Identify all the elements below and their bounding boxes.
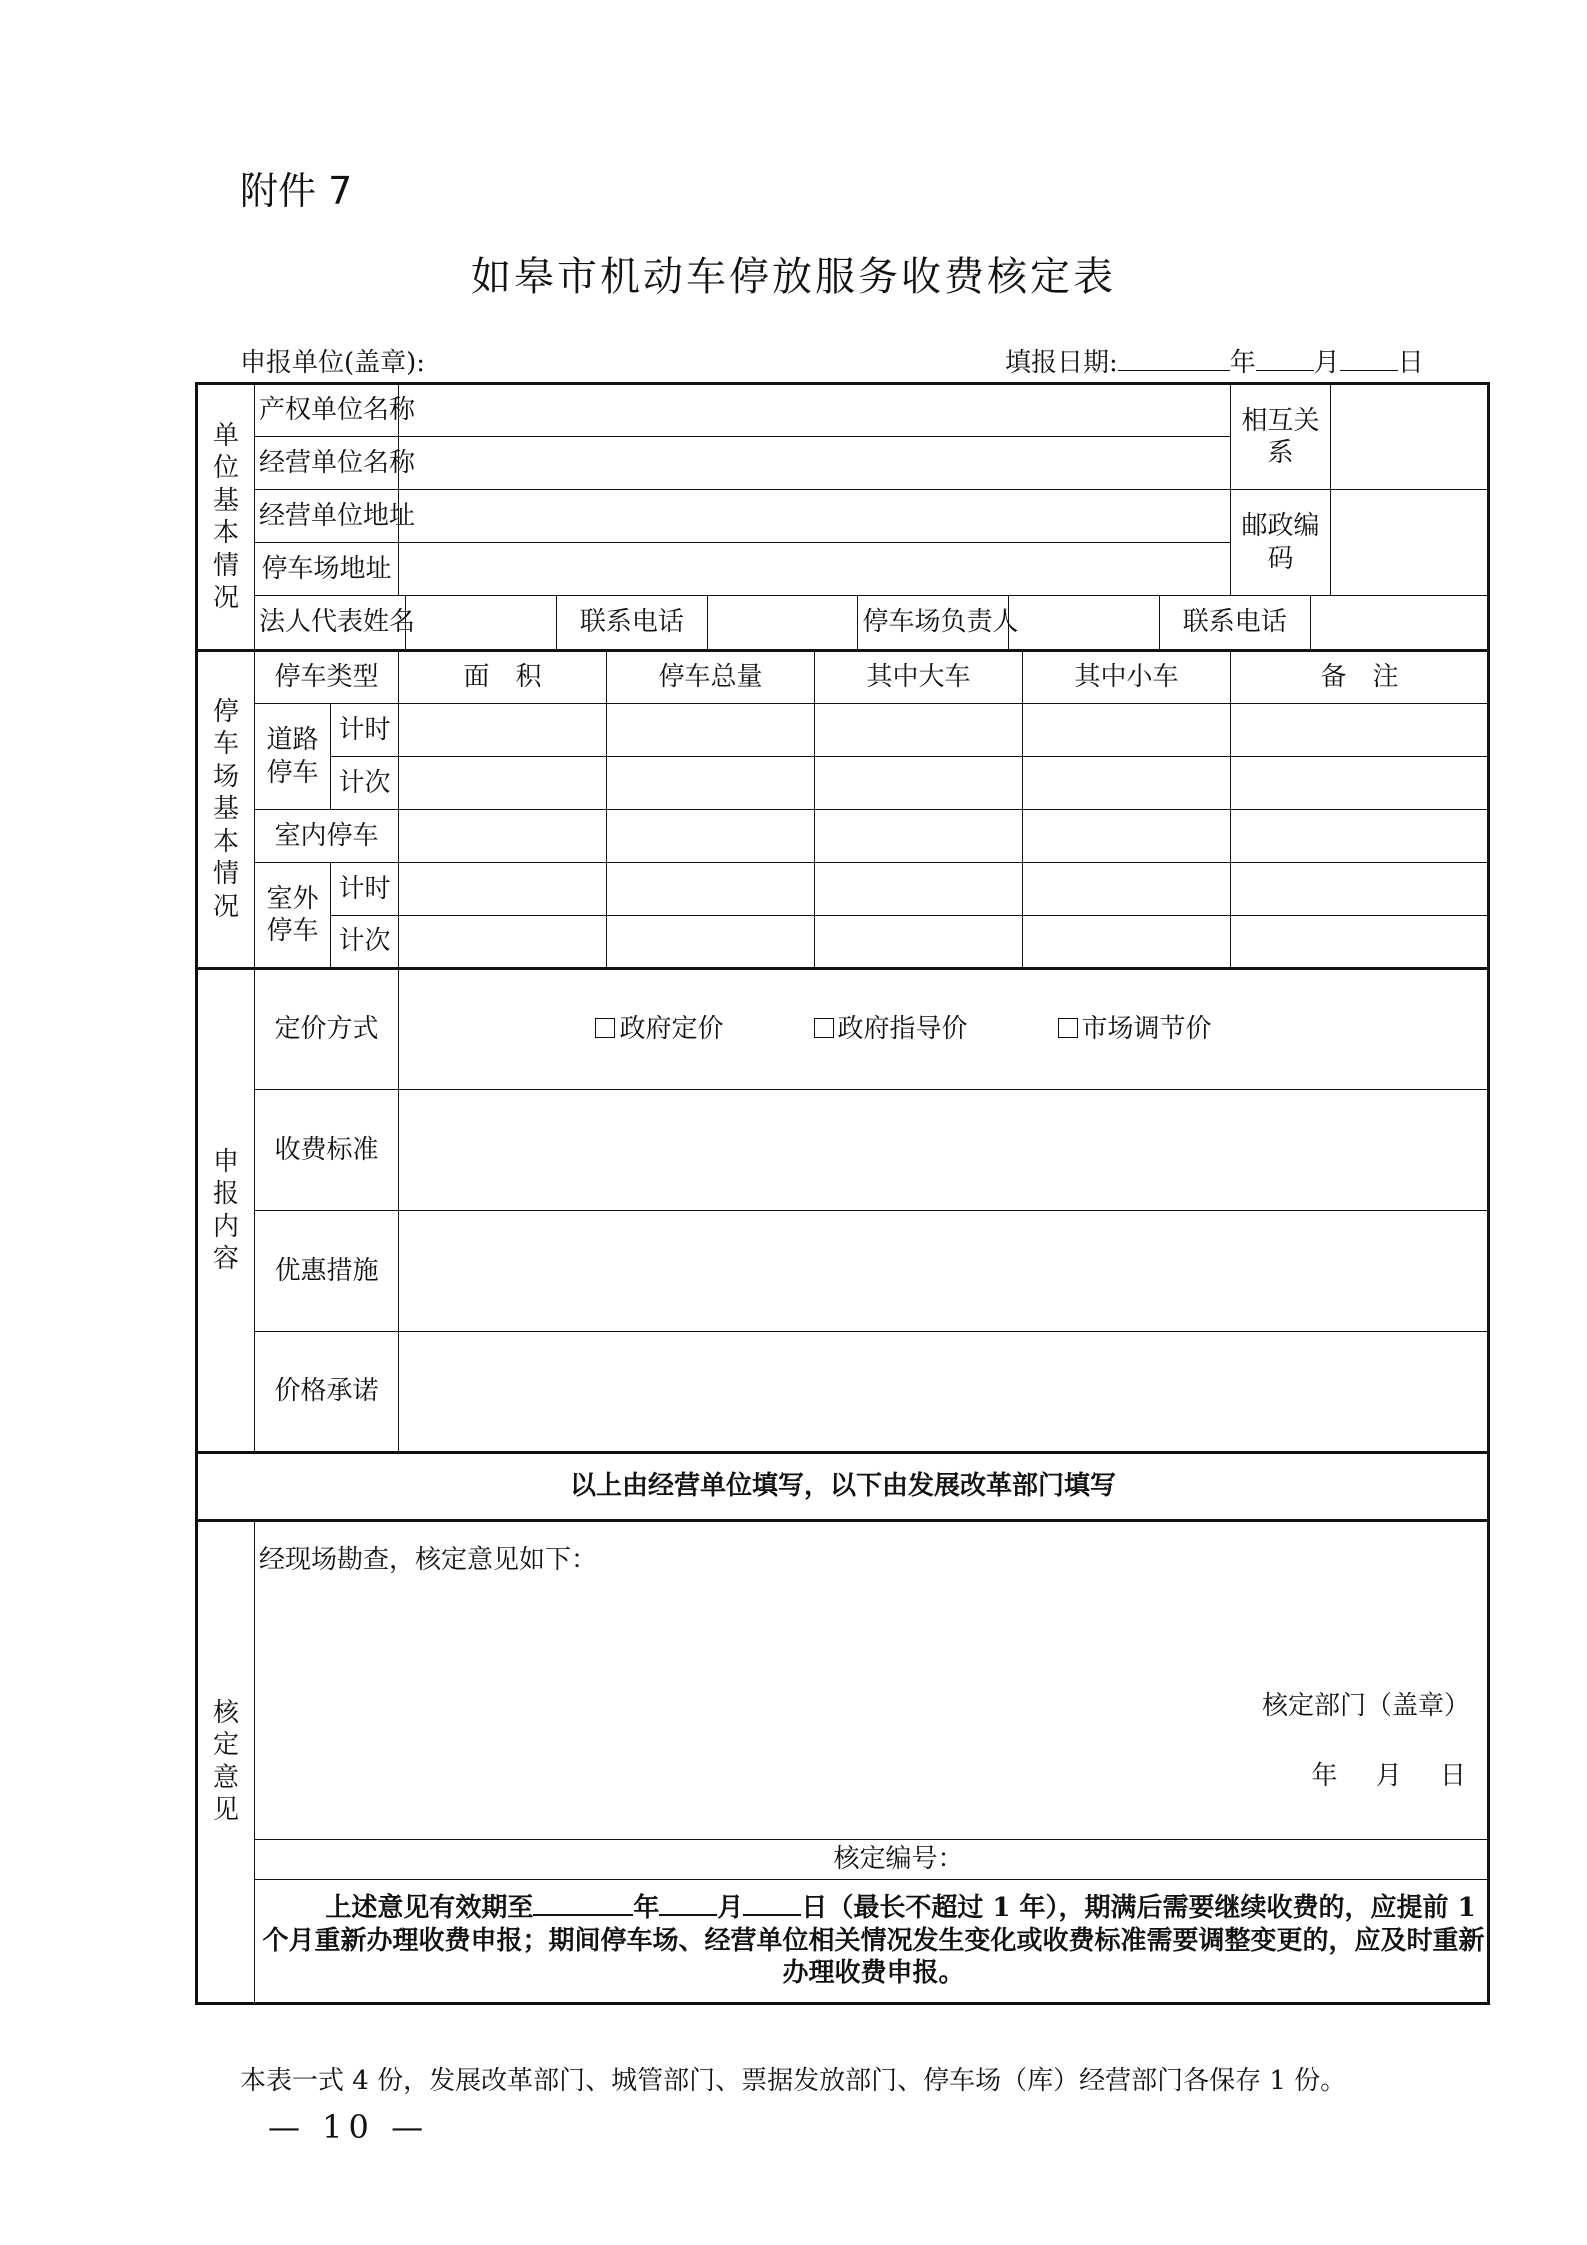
outdoor-parking-label: 室外停车 [255,863,331,969]
phone2-label: 联系电话 [1159,596,1310,649]
fee-standard-field[interactable] [399,1090,1489,1211]
validity-month-blank[interactable] [659,1890,717,1916]
discounts-label: 优惠措施 [255,1211,399,1332]
legal-rep-field[interactable] [406,596,557,649]
parking-address-label: 停车场地址 [255,543,399,596]
footnote: 本表一式 4 份，发展改革部门、城管部门、票据发放部门、停车场（库）经营部门各保存 1 份。 [240,2066,1347,2096]
phone2-field[interactable] [1310,596,1487,649]
outdoor-timed-label: 计时 [331,863,399,916]
header-small-vehicles: 其中小车 [1023,651,1231,704]
cell[interactable] [399,704,607,757]
cell[interactable] [607,704,815,757]
header-remarks: 备 注 [1231,651,1489,704]
contact-row [255,596,1487,649]
phone1-field[interactable] [707,596,858,649]
outdoor-per-use-label: 计次 [331,916,399,969]
operator-label: 经营单位名称 [255,437,399,490]
road-per-use-label: 计次 [331,757,399,810]
day-unit: 日 [1397,348,1424,378]
fee-approval-form [195,382,1490,2005]
cell[interactable] [399,757,607,810]
cell[interactable] [399,863,607,916]
divider-note: 以上由经营单位填写，以下由发展改革部门填写 [197,1453,1489,1521]
parking-address-field[interactable] [399,543,1231,596]
cell[interactable] [1231,810,1489,863]
pricing-method-label: 定价方式 [255,969,399,1090]
operator-address-label: 经营单位地址 [255,490,399,543]
page-number: — 10 — [268,2108,430,2146]
cell[interactable] [1023,704,1231,757]
validity-year-blank[interactable] [533,1890,633,1916]
notice-text: 日（最长不超过 1 年），期满后需要继续收费的，应提前 1 个月重新办理收费申报；期间停车场、经营单位相关情况发生变化或收费标准需要调整变更的，应及时重新办理收费申报。 [262,1893,1485,1988]
road-timed-label: 计时 [331,704,399,757]
checkbox-icon[interactable] [814,1018,834,1038]
review-date [1311,1760,1466,1793]
notice-year: 年 [633,1893,660,1923]
legal-rep-label: 法人代表姓名 [255,596,406,649]
cell[interactable] [815,757,1023,810]
parking-manager-field[interactable] [1009,596,1160,649]
month-blank[interactable] [1256,346,1314,371]
indoor-parking-label: 室内停车 [255,810,399,863]
header-parking-type: 停车类型 [255,651,399,704]
date-label: 填报日期: [1005,348,1118,378]
discounts-field[interactable] [399,1211,1489,1332]
cell[interactable] [1231,916,1489,969]
day-unit: 日 [1440,1761,1467,1791]
cell[interactable] [607,863,815,916]
cell[interactable] [1231,863,1489,916]
price-commitment-label: 价格承诺 [255,1332,399,1453]
option-government-price[interactable] [595,1013,723,1046]
cell[interactable] [399,916,607,969]
month-unit: 月 [1375,1761,1402,1791]
day-blank[interactable] [1340,346,1398,371]
cell[interactable] [1023,757,1231,810]
cell[interactable] [815,704,1023,757]
phone1-label: 联系电话 [556,596,707,649]
cell[interactable] [607,810,815,863]
cell[interactable] [815,916,1023,969]
validity-notice [255,1880,1489,2004]
cell[interactable] [1023,863,1231,916]
fill-date [1005,342,1424,379]
annex-label: 附件 7 [240,169,353,213]
property-owner-field[interactable] [399,384,1231,437]
price-commitment-field[interactable] [399,1332,1489,1453]
option-label: 政府定价 [619,1014,724,1045]
relation-field[interactable] [1331,384,1489,490]
year-blank[interactable] [1118,346,1230,371]
notice-month: 月 [717,1893,744,1923]
operator-field[interactable] [399,437,1231,490]
option-label: 市场调节价 [1081,1014,1212,1045]
option-market-price[interactable] [1058,1013,1212,1046]
fee-standard-label: 收费标准 [255,1090,399,1211]
cell[interactable] [399,810,607,863]
dept-seal-label: 核定部门（盖章） [1262,1691,1471,1721]
unit-section-label: 单位基本情况 [197,384,255,651]
review-section-label: 核定意见 [197,1521,255,2004]
cell[interactable] [1231,757,1489,810]
operator-address-field[interactable] [399,490,1231,543]
opinion-label: 经现场勘查，核定意见如下： [259,1545,598,1575]
year-unit: 年 [1311,1761,1338,1791]
cell[interactable] [607,916,815,969]
opinion-field[interactable] [255,1521,1489,1840]
review-number-label: 核定编号： [255,1840,1489,1880]
road-parking-label: 道路停车 [255,704,331,810]
parking-manager-label: 停车场负责人 [858,596,1009,649]
cell[interactable] [607,757,815,810]
postal-code-field[interactable] [1331,490,1489,596]
validity-day-blank[interactable] [743,1890,801,1916]
parking-section-label: 停车场基本情况 [197,651,255,969]
postal-code-label: 邮政编码 [1231,490,1331,596]
notice-text: 上述意见有效期至 [325,1893,534,1923]
application-section-label: 申报内容 [197,969,255,1453]
month-unit: 月 [1313,348,1340,378]
option-label: 政府指导价 [837,1014,968,1045]
relation-label: 相互关系 [1231,384,1331,490]
checkbox-icon[interactable] [595,1018,615,1038]
property-owner-label: 产权单位名称 [255,384,399,437]
cell[interactable] [1023,916,1231,969]
header-large-vehicles: 其中大车 [815,651,1023,704]
cell[interactable] [815,810,1023,863]
pricing-method-options [399,969,1489,1090]
checkbox-icon[interactable] [1058,1018,1078,1038]
header-area: 面 积 [399,651,607,704]
applicant-label: 申报单位(盖章): [240,348,426,378]
cell[interactable] [815,863,1023,916]
year-unit: 年 [1229,348,1256,378]
header-total: 停车总量 [607,651,815,704]
cell[interactable] [1231,704,1489,757]
cell[interactable] [1023,810,1231,863]
option-government-guided[interactable] [814,1013,968,1046]
form-title: 如皋市机动车停放服务收费核定表 [471,254,1116,300]
